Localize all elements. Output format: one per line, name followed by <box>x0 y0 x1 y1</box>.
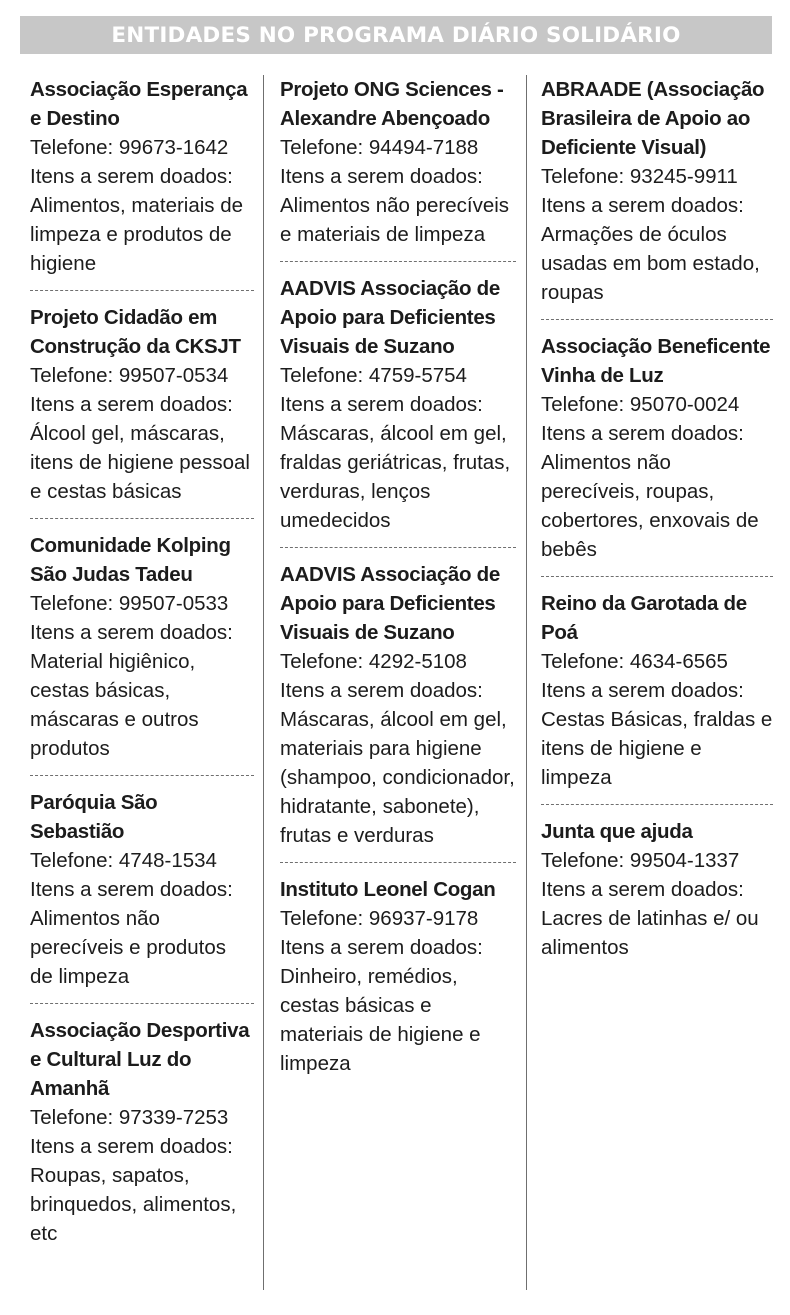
entity-items: Alimentos não perecíveis e materiais de limpeza <box>280 194 510 246</box>
entity-card <box>280 75 516 262</box>
entity-items-label: Itens a serem doados: <box>30 878 233 901</box>
entity-phone: Telefone: 93245-9911 <box>541 165 738 188</box>
entity-name: AADVIS Associação de Apoio para Deficientes Visuais de Suzano <box>280 563 500 644</box>
column-divider <box>263 75 264 1290</box>
entity-column-2 <box>280 75 516 1102</box>
entity-card <box>541 332 773 577</box>
entity-card <box>30 531 254 776</box>
entity-items-label: Itens a serem doados: <box>280 679 483 702</box>
entity-column-1 <box>30 75 254 1272</box>
entity-phone: Telefone: 99504-1337 <box>541 849 740 872</box>
entity-name: Associação Esperança e Destino <box>30 78 248 130</box>
entity-phone: Telefone: 96937-9178 <box>280 907 479 930</box>
entity-items-label: Itens a serem doados: <box>280 936 483 959</box>
entity-items: Material higiênico, cestas básicas, máscaras e outros produtos <box>30 650 199 760</box>
entity-items-label: Itens a serem doados: <box>541 679 744 702</box>
entity-items-label: Itens a serem doados: <box>30 393 233 416</box>
entity-card <box>280 560 516 863</box>
entity-name: Instituto Leonel Cogan <box>280 878 496 901</box>
entity-phone: Telefone: 4634-6565 <box>541 650 728 673</box>
entity-items: Alimentos não perecíveis, roupas, cobertores, enxovais de bebês <box>541 451 759 561</box>
entity-name: Associação Beneficente Vinha de Luz <box>541 335 771 387</box>
page-title: ENTIDADES NO PROGRAMA DIÁRIO SOLIDÁRIO <box>111 22 681 48</box>
entity-column-3 <box>541 75 773 986</box>
entity-phone: Telefone: 4292-5108 <box>280 650 467 673</box>
entity-items-label: Itens a serem doados: <box>30 165 233 188</box>
entity-name: Projeto ONG Sciences - Alexandre Abençoado <box>280 78 504 130</box>
column-divider <box>526 75 527 1290</box>
entity-card <box>280 274 516 548</box>
entity-phone: Telefone: 97339-7253 <box>30 1106 229 1129</box>
entity-card <box>30 303 254 519</box>
entity-items-label: Itens a serem doados: <box>280 393 483 416</box>
entity-phone: Telefone: 99507-0533 <box>30 592 229 615</box>
entity-card <box>280 875 516 1090</box>
entity-items-label: Itens a serem doados: <box>30 1135 233 1158</box>
entity-items: Dinheiro, remédios, cestas básicas e materiais de higiene e limpeza <box>280 965 481 1075</box>
entity-card <box>30 75 254 291</box>
entity-name: Associação Desportiva e Cultural Luz do Amanhã <box>30 1019 250 1100</box>
entity-name: ABRAADE (Associação Brasileira de Apoio ao Deficiente Visual) <box>541 78 765 159</box>
entity-items: Alimentos não perecíveis e produtos de limpeza <box>30 907 227 988</box>
entity-items: Máscaras, álcool em gel, fraldas geriátricas, frutas, verduras, lenços umedecidos <box>280 422 511 532</box>
entity-items-label: Itens a serem doados: <box>541 422 744 445</box>
entity-name: Projeto Cidadão em Construção da CKSJT <box>30 306 241 358</box>
entity-name: Paróquia São Sebastião <box>30 791 158 843</box>
entity-card <box>30 788 254 1004</box>
entity-items: Lacres de latinhas e/ ou alimentos <box>541 907 759 959</box>
entity-phone: Telefone: 94494-7188 <box>280 136 479 159</box>
entity-phone: Telefone: 4759-5754 <box>280 364 467 387</box>
entity-items-label: Itens a serem doados: <box>541 194 744 217</box>
entity-name: Junta que ajuda <box>541 820 693 843</box>
entity-phone: Telefone: 99507-0534 <box>30 364 229 387</box>
entity-items: Alimentos, materiais de limpeza e produtos de higiene <box>30 194 244 275</box>
entity-items-label: Itens a serem doados: <box>280 165 483 188</box>
entity-card <box>541 817 773 974</box>
entity-phone: Telefone: 4748-1534 <box>30 849 217 872</box>
entity-card <box>30 1016 254 1260</box>
entity-name: Reino da Garotada de Poá <box>541 592 747 644</box>
entity-items: Armações de óculos usadas em bom estado, roupas <box>541 223 760 304</box>
entity-items: Cestas Básicas, fraldas e itens de higiene e limpeza <box>541 708 773 789</box>
entity-items-label: Itens a serem doados: <box>541 878 744 901</box>
entity-items-label: Itens a serem doados: <box>30 621 233 644</box>
entity-card <box>541 75 773 320</box>
entity-name: Comunidade Kolping São Judas Tadeu <box>30 534 231 586</box>
entity-phone: Telefone: 99673-1642 <box>30 136 229 159</box>
entity-name: AADVIS Associação de Apoio para Deficientes Visuais de Suzano <box>280 277 500 358</box>
entity-card <box>541 589 773 805</box>
header-banner <box>20 16 772 54</box>
entity-phone: Telefone: 95070-0024 <box>541 393 740 416</box>
entity-items: Máscaras, álcool em gel, materiais para higiene (shampoo, condicionador, hidratante, sabonete), frutas e verduras <box>280 708 515 847</box>
entity-items: Álcool gel, máscaras, itens de higiene pessoal e cestas básicas <box>30 422 250 503</box>
entity-items: Roupas, sapatos, brinquedos, alimentos, etc <box>30 1164 237 1245</box>
